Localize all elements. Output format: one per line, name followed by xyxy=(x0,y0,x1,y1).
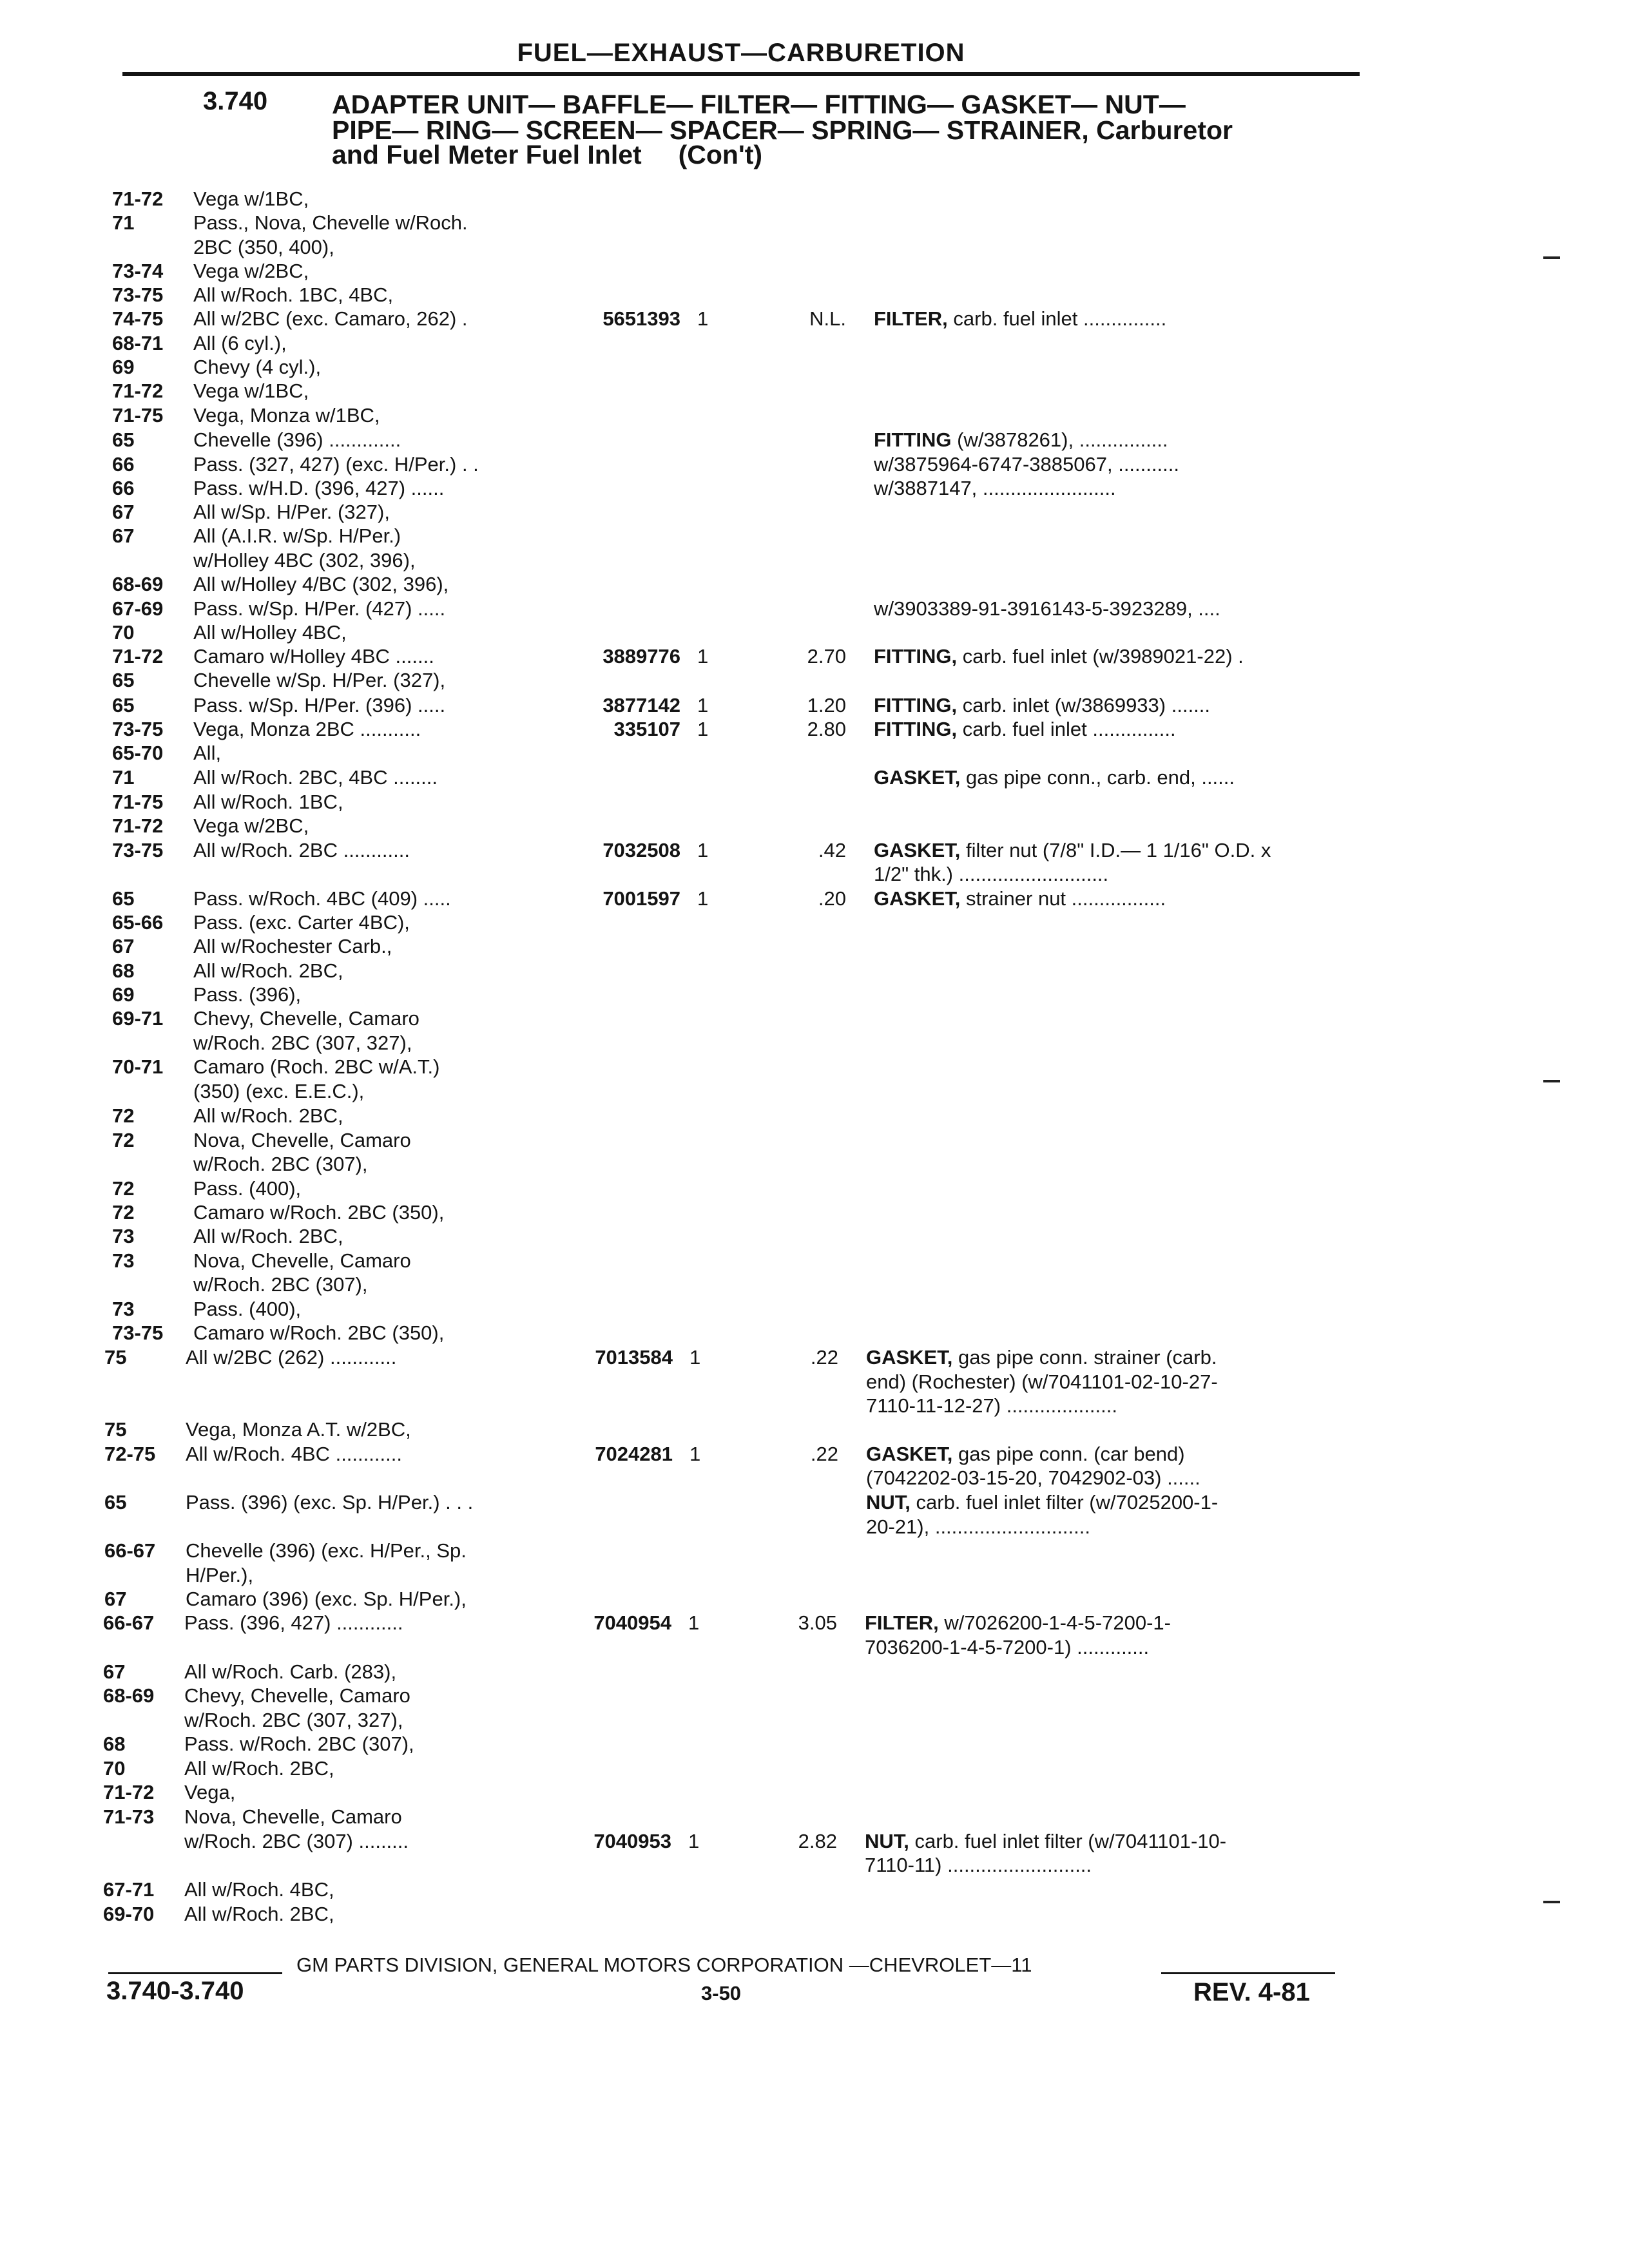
model-year: 73-75 xyxy=(112,718,164,740)
model-year: 68-69 xyxy=(112,573,164,595)
part-number: 3877142 xyxy=(602,694,680,716)
application-description: H/Per.), xyxy=(186,1564,254,1586)
model-year: 68-71 xyxy=(112,332,164,354)
model-year: 65 xyxy=(112,428,135,451)
quantity: 1 xyxy=(697,694,709,716)
margin-tick xyxy=(1543,256,1560,259)
application-description: (350) (exc. E.E.C.), xyxy=(193,1080,365,1102)
part-name-keyword: GASKET, xyxy=(874,887,961,910)
application-description: Vega w/1BC, xyxy=(193,380,309,402)
model-year: 67-71 xyxy=(103,1878,155,1901)
table-row xyxy=(0,476,1629,501)
model-year: 75 xyxy=(104,1418,127,1441)
model-year: 69 xyxy=(112,356,135,378)
part-number: 7032508 xyxy=(602,839,680,861)
table-row xyxy=(0,1370,1629,1394)
part-name-keyword: FILTER, xyxy=(874,307,948,330)
table-row xyxy=(0,500,1629,524)
part-name-detail: carb. fuel inlet ............... xyxy=(947,307,1167,330)
table-row xyxy=(0,1853,1629,1878)
application-description: All w/Holley 4BC, xyxy=(193,621,347,644)
model-year: 71 xyxy=(112,766,135,789)
margin-tick xyxy=(1543,1080,1560,1082)
part-name-detail: filter nut (7/8" I.D.— 1 1/16" O.D. x xyxy=(960,839,1271,861)
part-name xyxy=(874,765,1235,790)
footer-section-range: 3.740-3.740 xyxy=(106,1977,244,2005)
page-header-title: FUEL—EXHAUST—CARBURETION xyxy=(517,39,965,67)
table-row xyxy=(0,1684,1629,1708)
table-row xyxy=(0,379,1629,403)
table-row xyxy=(0,983,1629,1007)
part-name-keyword: NUT, xyxy=(865,1830,909,1852)
table-row xyxy=(0,1660,1629,1684)
application-description: Camaro w/Holley 4BC ....... xyxy=(193,645,434,668)
part-name xyxy=(874,862,1108,887)
part-number: 7040953 xyxy=(593,1830,671,1852)
part-name xyxy=(874,693,1210,718)
table-row xyxy=(0,790,1629,814)
table-row xyxy=(0,814,1629,838)
application-description: Pass. w/Sp. H/Per. (427) ..... xyxy=(193,597,446,620)
table-row xyxy=(0,887,1629,911)
table-row xyxy=(0,1515,1629,1539)
model-year: 68 xyxy=(112,959,135,982)
application-description: Chevelle (396) (exc. H/Per., Sp. xyxy=(186,1539,467,1562)
part-name-keyword: GASKET, xyxy=(866,1443,953,1465)
part-name-detail: w/3875964-6747-3885067, ........... xyxy=(874,453,1179,476)
application-description: Pass. w/Roch. 4BC (409) ..... xyxy=(193,887,451,910)
part-name-detail: carb. fuel inlet ............... xyxy=(957,718,1176,740)
part-name-keyword: FITTING, xyxy=(874,694,958,716)
part-name-keyword: GASKET, xyxy=(874,839,961,861)
part-name-detail: gas pipe conn., carb. end, ...... xyxy=(960,766,1235,789)
model-year: 71-73 xyxy=(103,1805,155,1828)
part-name-detail: carb. fuel inlet (w/3989021-22) . xyxy=(957,645,1244,668)
table-row xyxy=(0,1006,1629,1031)
model-year: 71-72 xyxy=(112,187,164,210)
footer-revision: REV. 4-81 xyxy=(1193,1978,1310,2006)
table-row xyxy=(0,1345,1629,1370)
application-description: Camaro w/Roch. 2BC (350), xyxy=(193,1321,445,1344)
application-description: All w/Roch. 4BC, xyxy=(184,1878,334,1901)
application-description: Pass. (396, 427) ............ xyxy=(184,1611,403,1634)
model-year: 68-69 xyxy=(103,1684,155,1707)
model-year: 65 xyxy=(104,1491,127,1514)
application-description: w/Roch. 2BC (307, 327), xyxy=(193,1032,412,1054)
table-row xyxy=(0,838,1629,863)
price: 2.82 xyxy=(798,1830,837,1852)
table-row xyxy=(0,717,1629,742)
table-row xyxy=(0,1490,1629,1515)
quantity: 1 xyxy=(689,1443,701,1465)
quantity: 1 xyxy=(697,307,709,330)
application-description: Pass. (400), xyxy=(193,1177,302,1200)
table-row xyxy=(0,1177,1629,1201)
section-number: 3.740 xyxy=(203,87,268,115)
footer-publisher: GM PARTS DIVISION, GENERAL MOTORS CORPORATION —CHEVROLET—11 xyxy=(296,1954,1032,1976)
table-row xyxy=(0,1321,1629,1345)
quantity: 1 xyxy=(697,645,709,668)
table-row xyxy=(0,910,1629,935)
part-name xyxy=(865,1829,1226,1854)
part-name-detail: 1/2" thk.) ........................... xyxy=(874,863,1109,885)
application-description: Vega w/2BC, xyxy=(193,814,309,837)
part-name-keyword: FITTING xyxy=(874,428,952,451)
model-year: 66 xyxy=(112,453,135,476)
table-row xyxy=(0,187,1629,211)
application-description: Pass. w/Sp. H/Per. (396) ..... xyxy=(193,694,446,716)
table-row xyxy=(0,1152,1629,1177)
application-description: All w/2BC (262) ............ xyxy=(186,1346,397,1369)
price: .42 xyxy=(818,839,846,861)
table-row xyxy=(0,668,1629,693)
part-name-detail: carb. fuel inlet filter (w/7041101-10- xyxy=(909,1830,1227,1852)
part-name-detail: (7042202-03-15-20, 7042902-03) ...... xyxy=(866,1466,1200,1489)
table-row xyxy=(0,1031,1629,1055)
table-row xyxy=(0,1611,1629,1635)
footer-rule-left xyxy=(108,1972,282,1974)
table-row xyxy=(0,1394,1629,1418)
application-description: Chevy, Chevelle, Camaro xyxy=(193,1007,419,1030)
application-description: Vega, Monza w/1BC, xyxy=(193,404,380,427)
model-year: 65 xyxy=(112,694,135,716)
table-row xyxy=(0,331,1629,356)
price: N.L. xyxy=(809,307,846,330)
part-number: 7013584 xyxy=(595,1346,673,1369)
application-description: Pass. w/Roch. 2BC (307), xyxy=(184,1733,414,1755)
part-name-detail: 7110-11-12-27) .................... xyxy=(866,1394,1117,1417)
application-description: w/Roch. 2BC (307, 327), xyxy=(184,1709,403,1731)
model-year: 72 xyxy=(112,1104,135,1127)
table-row xyxy=(0,307,1629,331)
table-row xyxy=(0,934,1629,959)
table-row xyxy=(0,1635,1629,1660)
model-year: 73-75 xyxy=(112,839,164,861)
part-name xyxy=(874,838,1271,863)
table-row xyxy=(0,1539,1629,1563)
model-year: 70-71 xyxy=(112,1055,164,1078)
part-name xyxy=(866,1345,1217,1370)
table-row xyxy=(0,644,1629,669)
part-number: 5651393 xyxy=(602,307,680,330)
application-description: w/Roch. 2BC (307), xyxy=(193,1153,368,1175)
model-year: 71-72 xyxy=(103,1781,155,1803)
price: .20 xyxy=(818,887,846,910)
quantity: 1 xyxy=(688,1611,700,1634)
table-row xyxy=(0,428,1629,452)
part-number: 335107 xyxy=(613,718,680,740)
quantity: 1 xyxy=(697,887,709,910)
application-description: Camaro (Roch. 2BC w/A.T.) xyxy=(193,1055,440,1078)
footer-rule-right xyxy=(1161,1972,1335,1974)
model-year: 70 xyxy=(112,621,135,644)
table-row xyxy=(0,1563,1629,1588)
quantity: 1 xyxy=(688,1830,700,1852)
model-year: 67 xyxy=(103,1660,126,1683)
table-row xyxy=(0,1079,1629,1104)
table-row xyxy=(0,1104,1629,1128)
quantity: 1 xyxy=(697,718,709,740)
part-name-detail: strainer nut ................. xyxy=(960,887,1166,910)
model-year: 73 xyxy=(112,1225,135,1247)
model-year: 69 xyxy=(112,983,135,1006)
header-rule xyxy=(122,72,1360,76)
model-year: 71-72 xyxy=(112,645,164,668)
table-row xyxy=(0,1829,1629,1854)
table-row xyxy=(0,355,1629,380)
application-description: Pass. (327, 427) (exc. H/Per.) . . xyxy=(193,453,479,476)
price: .22 xyxy=(810,1346,838,1369)
part-name-detail: carb. inlet (w/3869933) ....... xyxy=(957,694,1211,716)
part-name-keyword: NUT, xyxy=(866,1491,911,1514)
part-name-detail: gas pipe conn. (car bend) xyxy=(952,1443,1185,1465)
table-row xyxy=(0,1708,1629,1733)
model-year: 66 xyxy=(112,477,135,499)
application-description: Pass. (396), xyxy=(193,983,302,1006)
price: 2.70 xyxy=(807,645,846,668)
part-name-detail: w/7026200-1-4-5-7200-1- xyxy=(938,1611,1171,1634)
application-description: All w/Roch. 2BC, xyxy=(193,959,343,982)
model-year: 67 xyxy=(112,524,135,547)
table-row xyxy=(0,1805,1629,1829)
application-description: Camaro w/Roch. 2BC (350), xyxy=(193,1201,445,1224)
application-description: Pass. (400), xyxy=(193,1298,302,1320)
application-description: Chevy (4 cyl.), xyxy=(193,356,322,378)
part-name-detail: carb. fuel inlet filter (w/7025200-1- xyxy=(910,1491,1219,1514)
part-name xyxy=(874,428,1168,452)
part-name xyxy=(874,476,1116,501)
model-year: 65 xyxy=(112,669,135,691)
part-name xyxy=(866,1515,1090,1539)
part-name-detail: gas pipe conn. strainer (carb. xyxy=(952,1346,1217,1369)
table-row xyxy=(0,548,1629,573)
model-year: 65 xyxy=(112,887,135,910)
price: 3.05 xyxy=(798,1611,837,1634)
model-year: 68 xyxy=(103,1733,126,1755)
application-description: All w/Roch. 4BC ............ xyxy=(186,1443,402,1465)
part-name xyxy=(874,717,1176,742)
part-name-detail: (w/3878261), ................ xyxy=(951,428,1168,451)
table-row xyxy=(0,1756,1629,1781)
application-description: Camaro (396) (exc. Sp. H/Per.), xyxy=(186,1588,467,1610)
part-name-keyword: FITTING, xyxy=(874,645,958,668)
table-row xyxy=(0,741,1629,765)
table-row xyxy=(0,1224,1629,1249)
application-description: Vega, xyxy=(184,1781,236,1803)
part-name xyxy=(866,1442,1185,1466)
model-year: 72 xyxy=(112,1177,135,1200)
application-description: All w/Roch. 2BC, xyxy=(193,1225,343,1247)
part-name-detail: 7036200-1-4-5-7200-1) ............. xyxy=(865,1636,1150,1658)
part-name-detail: end) (Rochester) (w/7041101-02-10-27- xyxy=(866,1370,1218,1393)
application-description: Vega w/2BC, xyxy=(193,260,309,282)
table-row xyxy=(0,862,1629,887)
part-name-detail: w/3903389-91-3916143-5-3923289, .... xyxy=(874,597,1220,620)
model-year: 66-67 xyxy=(104,1539,156,1562)
model-year: 71-72 xyxy=(112,814,164,837)
table-row xyxy=(0,259,1629,284)
price: .22 xyxy=(810,1443,838,1465)
part-name-keyword: GASKET, xyxy=(874,766,961,789)
model-year: 67 xyxy=(104,1588,127,1610)
model-year: 72 xyxy=(112,1129,135,1151)
model-year: 71 xyxy=(112,211,135,234)
model-year: 73-75 xyxy=(112,1321,164,1344)
part-name-detail: 20-21), ............................ xyxy=(866,1515,1090,1538)
margin-tick xyxy=(1543,1901,1560,1903)
part-name xyxy=(866,1394,1117,1418)
table-row xyxy=(0,283,1629,307)
part-name xyxy=(874,644,1244,669)
table-row xyxy=(0,524,1629,548)
application-description: Pass. (exc. Carter 4BC), xyxy=(193,911,410,934)
part-number: 3889776 xyxy=(602,645,680,668)
part-number: 7001597 xyxy=(602,887,680,910)
application-description: All w/Roch. Carb. (283), xyxy=(184,1660,397,1683)
table-row xyxy=(0,1587,1629,1611)
part-name xyxy=(865,1853,1092,1878)
model-year: 70 xyxy=(103,1757,126,1780)
model-year: 71-75 xyxy=(112,791,164,813)
part-name xyxy=(874,887,1166,911)
table-row xyxy=(0,1200,1629,1225)
table-row xyxy=(0,1418,1629,1442)
model-year: 73-75 xyxy=(112,284,164,306)
price: 1.20 xyxy=(807,694,846,716)
application-description: Chevy, Chevelle, Camaro xyxy=(184,1684,410,1707)
part-name xyxy=(874,452,1179,477)
section-title-line-2: PIPE— RING— SCREEN— SPACER— SPRING— STRAINER, Carburetor xyxy=(332,115,1233,145)
part-number: 7024281 xyxy=(595,1443,673,1465)
application-description: Chevelle (396) ............. xyxy=(193,428,401,451)
application-description: All w/2BC (exc. Camaro, 262) . xyxy=(193,307,468,330)
table-row xyxy=(0,1732,1629,1756)
model-year: 67 xyxy=(112,501,135,523)
part-name xyxy=(866,1370,1218,1394)
application-description: Pass., Nova, Chevelle w/Roch. xyxy=(193,211,468,234)
quantity: 1 xyxy=(689,1346,701,1369)
table-row xyxy=(0,693,1629,718)
application-description: w/Roch. 2BC (307), xyxy=(193,1273,368,1296)
table-row xyxy=(0,1780,1629,1805)
part-name xyxy=(866,1466,1200,1490)
table-row xyxy=(0,765,1629,790)
model-year: 65-66 xyxy=(112,911,164,934)
table-row xyxy=(0,1249,1629,1273)
section-title-line-1: ADAPTER UNIT— BAFFLE— FILTER— FITTING— GASKET— NUT— xyxy=(332,90,1186,119)
table-row xyxy=(0,1466,1629,1490)
application-description: All w/Roch. 2BC, xyxy=(184,1757,334,1780)
table-row xyxy=(0,1273,1629,1297)
table-row xyxy=(0,620,1629,645)
part-name xyxy=(865,1635,1149,1660)
part-name xyxy=(874,307,1166,331)
price: 2.80 xyxy=(807,718,846,740)
part-name-detail: 7110-11) .......................... xyxy=(865,1854,1092,1876)
table-row xyxy=(0,1128,1629,1153)
application-description: Chevelle w/Sp. H/Per. (327), xyxy=(193,669,446,691)
table-row xyxy=(0,1055,1629,1079)
application-description: Vega, Monza 2BC ........... xyxy=(193,718,421,740)
model-year: 67-69 xyxy=(112,597,164,620)
model-year: 67 xyxy=(112,935,135,957)
application-description: w/Roch. 2BC (307) ......... xyxy=(184,1830,409,1852)
application-description: Vega w/1BC, xyxy=(193,187,309,210)
application-description: Pass. (396) (exc. Sp. H/Per.) . . . xyxy=(186,1491,474,1514)
model-year: 72-75 xyxy=(104,1443,156,1465)
quantity: 1 xyxy=(697,839,709,861)
part-name-detail: w/3887147, ........................ xyxy=(874,477,1116,499)
part-name-keyword: GASKET, xyxy=(866,1346,953,1369)
model-year: 65-70 xyxy=(112,742,164,764)
footer-page-number: 3-50 xyxy=(701,1982,742,2004)
application-description: All w/Roch. 1BC, xyxy=(193,791,343,813)
application-description: All w/Roch. 1BC, 4BC, xyxy=(193,284,394,306)
model-year: 69-71 xyxy=(112,1007,164,1030)
application-description: All (6 cyl.), xyxy=(193,332,287,354)
table-row xyxy=(0,211,1629,235)
table-row xyxy=(0,1297,1629,1321)
model-year: 71-75 xyxy=(112,404,164,427)
table-row xyxy=(0,452,1629,477)
model-year: 72 xyxy=(112,1201,135,1224)
part-number: 7040954 xyxy=(593,1611,671,1634)
application-description: 2BC (350, 400), xyxy=(193,236,334,258)
application-description: Nova, Chevelle, Camaro xyxy=(193,1129,411,1151)
model-year: 75 xyxy=(104,1346,127,1369)
model-year: 73-74 xyxy=(112,260,164,282)
part-name xyxy=(865,1611,1171,1635)
application-description: All w/Rochester Carb., xyxy=(193,935,392,957)
part-name-keyword: FILTER, xyxy=(865,1611,939,1634)
model-year: 66-67 xyxy=(103,1611,155,1634)
application-description: w/Holley 4BC (302, 396), xyxy=(193,549,416,572)
application-description: All (A.I.R. w/Sp. H/Per.) xyxy=(193,524,401,547)
table-row xyxy=(0,572,1629,597)
application-description: Pass. w/H.D. (396, 427) ...... xyxy=(193,477,445,499)
application-description: All w/Holley 4/BC (302, 396), xyxy=(193,573,449,595)
application-description: All w/Roch. 2BC, xyxy=(193,1104,343,1127)
table-row xyxy=(0,1878,1629,1902)
table-row xyxy=(0,403,1629,428)
table-row xyxy=(0,235,1629,260)
application-description: All w/Roch. 2BC, xyxy=(184,1903,334,1925)
model-year: 71-72 xyxy=(112,380,164,402)
table-row xyxy=(0,959,1629,983)
part-name xyxy=(874,597,1220,621)
table-row xyxy=(0,597,1629,621)
application-description: All w/Sp. H/Per. (327), xyxy=(193,501,390,523)
application-description: All, xyxy=(193,742,222,764)
application-description: All w/Roch. 2BC ............ xyxy=(193,839,410,861)
part-name-keyword: FITTING, xyxy=(874,718,958,740)
table-row xyxy=(0,1902,1629,1927)
model-year: 73 xyxy=(112,1249,135,1272)
application-description: Nova, Chevelle, Camaro xyxy=(193,1249,411,1272)
model-year: 69-70 xyxy=(103,1903,155,1925)
model-year: 73 xyxy=(112,1298,135,1320)
application-description: Nova, Chevelle, Camaro xyxy=(184,1805,402,1828)
table-row xyxy=(0,1442,1629,1466)
application-description: All w/Roch. 2BC, 4BC ........ xyxy=(193,766,438,789)
application-description: Vega, Monza A.T. w/2BC, xyxy=(186,1418,411,1441)
section-title-line-3: and Fuel Meter Fuel Inlet (Con't) xyxy=(332,140,763,169)
part-name xyxy=(866,1490,1218,1515)
model-year: 74-75 xyxy=(112,307,164,330)
